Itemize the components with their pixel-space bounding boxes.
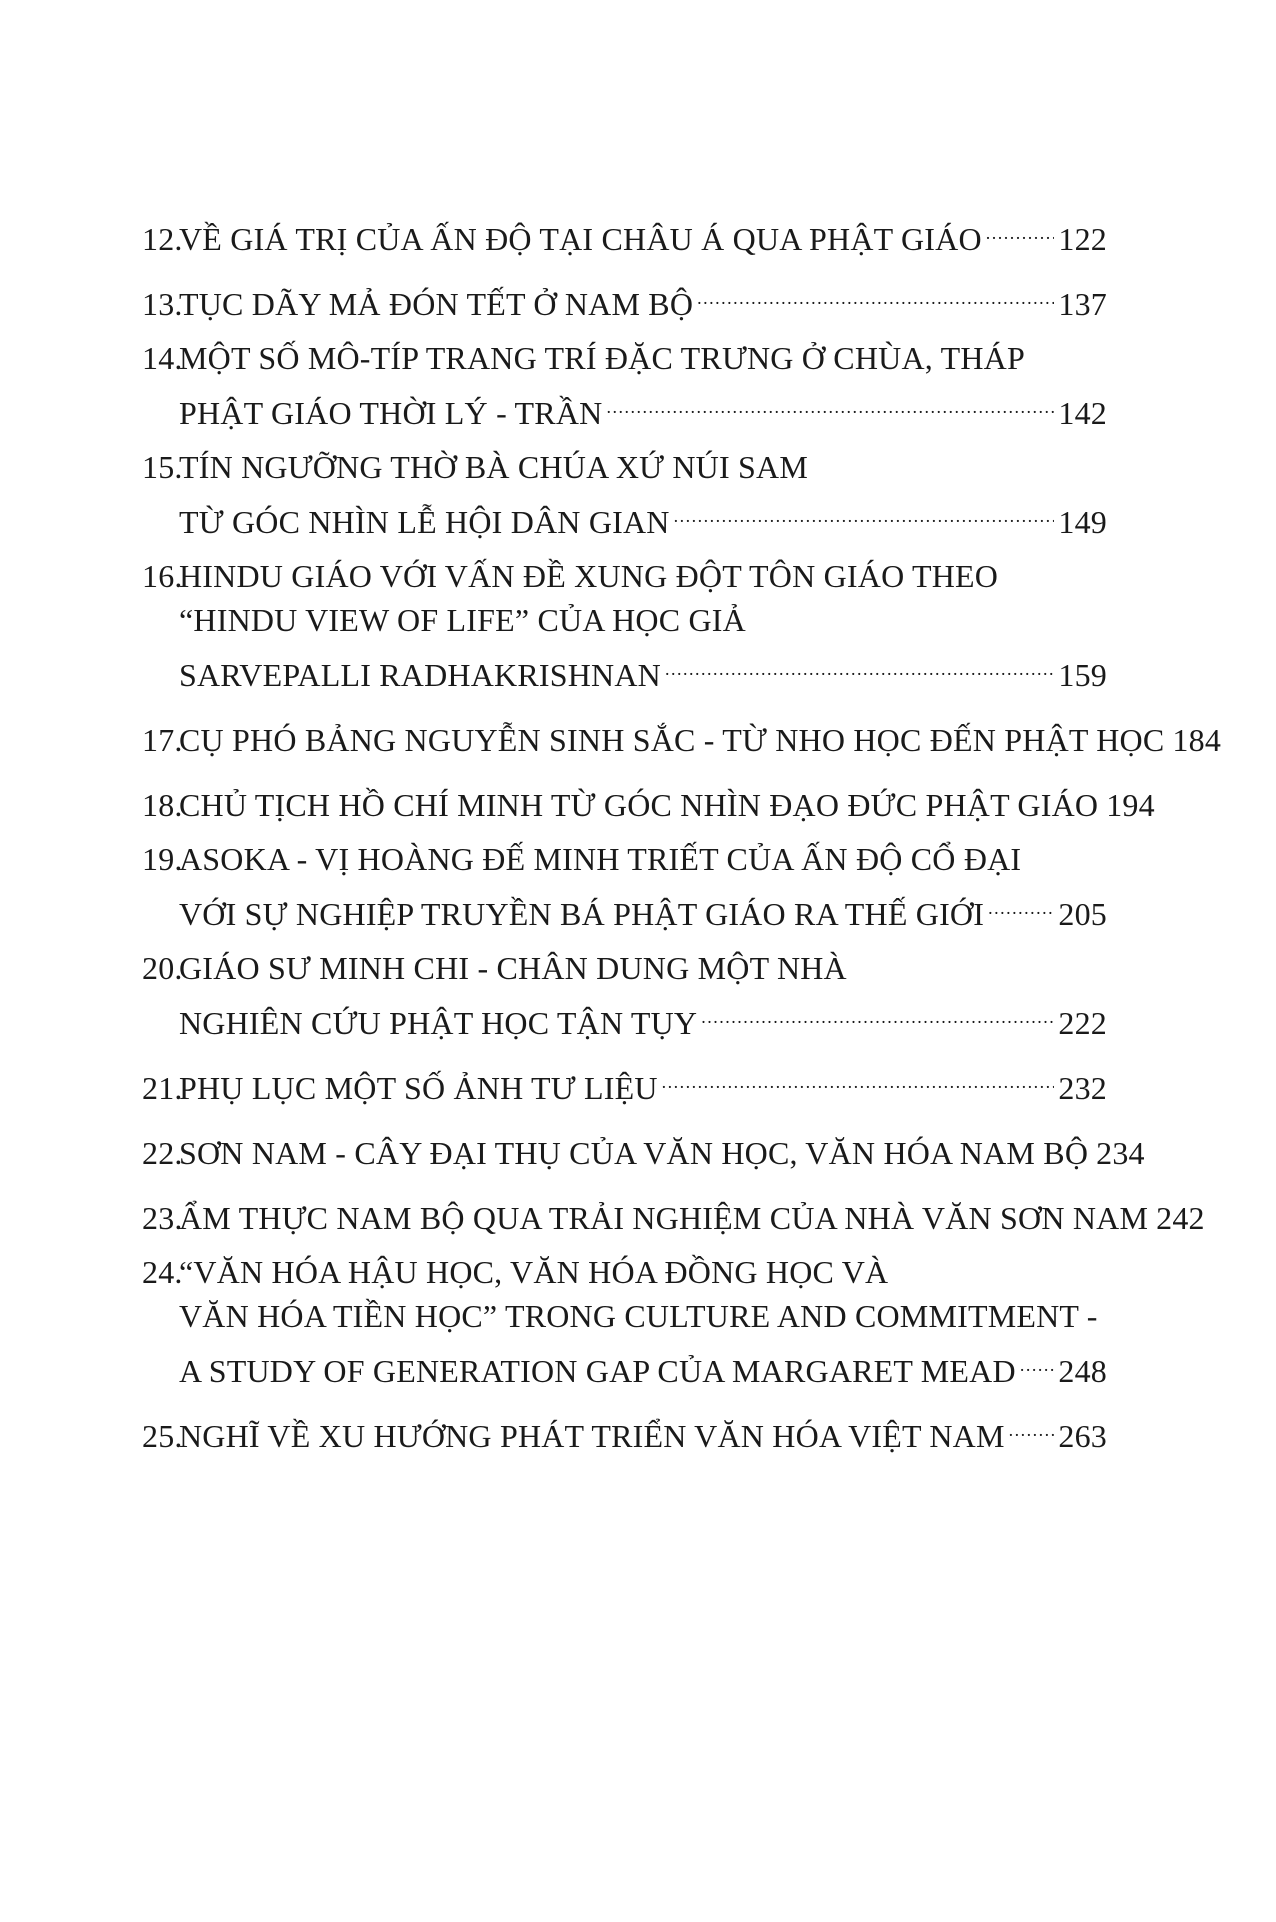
dot-leader [674,489,1055,533]
toc-entry [142,1185,1205,1240]
toc-entry-title: PHẬT GIÁO THỜI LÝ - TRẦN [179,395,603,431]
toc-entry-line [142,1185,1205,1240]
toc-entry [142,1250,1107,1393]
toc-entry-line [142,1338,1107,1393]
toc-entry-title: SARVEPALLI RADHAKRISHNAN [179,657,661,693]
toc-entry-line [142,990,1107,1045]
toc-entry-title: CỤ PHÓ BẢNG NGUYỄN SINH SẮC - TỪ NHO HỌC ĐẾN PHẬT HỌC [179,722,1165,758]
toc-entry-title: “VĂN HÓA HẬU HỌC, VĂN HÓA ĐỒNG HỌC VÀ [179,1254,889,1290]
toc-entry-number: 13. [142,286,183,322]
dot-leader [1009,1403,1055,1447]
toc-entry-number: 16. [142,558,183,594]
toc-entry-title: CHỦ TỊCH HỒ CHÍ MINH TỪ GÓC NHÌN ĐẠO ĐỨC PHẬT GIÁO [179,787,1099,823]
dot-leader [662,1055,1055,1099]
toc-entry-line [142,489,1107,544]
toc-entry-page-number: 184 [1172,722,1222,758]
toc-entry-number: 18. [142,787,183,823]
toc-entry [142,1120,1145,1175]
toc-entry-line [142,1055,1107,1110]
toc-entry-line [142,1294,1107,1338]
toc-entry-page-number: 137 [1058,286,1107,322]
toc-entry-number: 21. [142,1070,183,1106]
dot-leader [986,206,1055,250]
toc-entry-page-number: 248 [1058,1353,1107,1389]
toc-entry-title: PHỤ LỤC MỘT SỐ ẢNH TƯ LIỆU [179,1070,658,1106]
toc-entry [142,1403,1107,1458]
toc-entry [142,946,1107,1045]
toc-entry [142,206,1107,261]
toc-entry-title: SƠN NAM - CÂY ĐẠI THỤ CỦA VĂN HỌC, VĂN HÓA NAM BỘ [179,1135,1089,1171]
toc-entry-page-number: 159 [1058,657,1107,693]
toc-entry-title: NGHĨ VỀ XU HƯỚNG PHÁT TRIỂN VĂN HÓA VIỆT NAM [179,1418,1005,1454]
toc-entry-page-number: 234 [1096,1135,1145,1171]
table-of-contents [142,206,1222,1468]
toc-entry [142,707,1222,762]
toc-entry-number: 19. [142,841,183,877]
toc-entry-line [142,271,1107,326]
toc-entry-page-number: 149 [1058,504,1107,540]
dot-leader [1020,1338,1055,1382]
toc-entry-number: 12. [142,221,183,257]
toc-entry-page-number: 242 [1156,1200,1205,1236]
toc-entry-number: 23. [142,1200,183,1236]
dot-leader [697,271,1054,315]
dot-leader [988,881,1054,925]
toc-entry-page-number: 263 [1058,1418,1107,1454]
dot-leader [701,990,1054,1034]
toc-entry-line [142,1403,1107,1458]
toc-entry [142,445,1107,544]
toc-entry-title: MỘT SỐ MÔ-TÍP TRANG TRÍ ĐẶC TRƯNG Ở CHÙA, THÁP [179,340,1025,376]
toc-entry-page-number: 194 [1106,787,1155,823]
toc-entry-line [142,837,1107,881]
toc-entry-line [142,946,1107,990]
toc-entry-line [142,881,1107,936]
toc-entry-number: 17. [142,722,183,758]
toc-entry-title: ẨM THỰC NAM BỘ QUA TRẢI NGHIỆM CỦA NHÀ VĂN SƠN NAM [179,1200,1149,1236]
toc-entry-line [142,707,1222,762]
toc-entry-page-number: 142 [1058,395,1107,431]
toc-entry-title: TỤC DÃY MẢ ĐÓN TẾT Ở NAM BỘ [179,286,694,322]
toc-entry-page-number: 232 [1058,1070,1107,1106]
toc-entry-page-number: 122 [1058,221,1107,257]
toc-entry [142,336,1107,435]
toc-entry-number: 25. [142,1418,183,1454]
toc-entry-title: VĂN HÓA TIỀN HỌC” TRONG CULTURE AND COMMITMENT - [179,1298,1098,1334]
toc-entry-title: GIÁO SƯ MINH CHI - CHÂN DUNG MỘT NHÀ [179,950,847,986]
toc-entry-title: A STUDY OF GENERATION GAP CỦA MARGARET MEAD [179,1353,1016,1389]
toc-entry-title: TÍN NGƯỠNG THỜ BÀ CHÚA XỨ NÚI SAM [179,449,809,485]
toc-entry-title: VỀ GIÁ TRỊ CỦA ẤN ĐỘ TẠI CHÂU Á QUA PHẬT GIÁO [179,221,982,257]
toc-entry [142,772,1155,827]
toc-entry-line [142,336,1107,380]
toc-entry-title: ASOKA - VỊ HOÀNG ĐẾ MINH TRIẾT CỦA ẤN ĐỘ CỔ ĐẠI [179,841,1022,877]
dot-leader [606,380,1054,424]
toc-entry-title: TỪ GÓC NHÌN LỄ HỘI DÂN GIAN [179,504,670,540]
toc-entry-number: 15. [142,449,183,485]
toc-entry-number: 22. [142,1135,183,1171]
dot-leader [665,642,1054,686]
toc-entry-title: HINDU GIÁO VỚI VẤN ĐỀ XUNG ĐỘT TÔN GIÁO THEO [179,558,999,594]
toc-entry-line [142,772,1155,827]
toc-entry-number: 14. [142,340,183,376]
toc-entry-number: 24. [142,1254,183,1290]
toc-entry-title: VỚI SỰ NGHIỆP TRUYỀN BÁ PHẬT GIÁO RA THẾ GIỚI [179,896,985,932]
toc-entry-line [142,206,1107,261]
toc-entry [142,1055,1107,1110]
toc-entry [142,554,1107,697]
toc-entry-title: NGHIÊN CỨU PHẬT HỌC TẬN TỤY [179,1005,698,1041]
toc-entry-line [142,1250,1107,1294]
toc-entry-line [142,554,1107,598]
toc-entry-title: “HINDU VIEW OF LIFE” CỦA HỌC GIẢ [179,602,746,638]
toc-entry-line [142,598,1107,642]
toc-entry [142,837,1107,936]
toc-entry-number: 20. [142,950,183,986]
toc-entry [142,271,1107,326]
toc-entry-line [142,1120,1145,1175]
toc-entry-line [142,380,1107,435]
toc-entry-page-number: 222 [1058,1005,1107,1041]
toc-entry-page-number: 205 [1058,896,1107,932]
toc-entry-line [142,445,1107,489]
toc-entry-line [142,642,1107,697]
